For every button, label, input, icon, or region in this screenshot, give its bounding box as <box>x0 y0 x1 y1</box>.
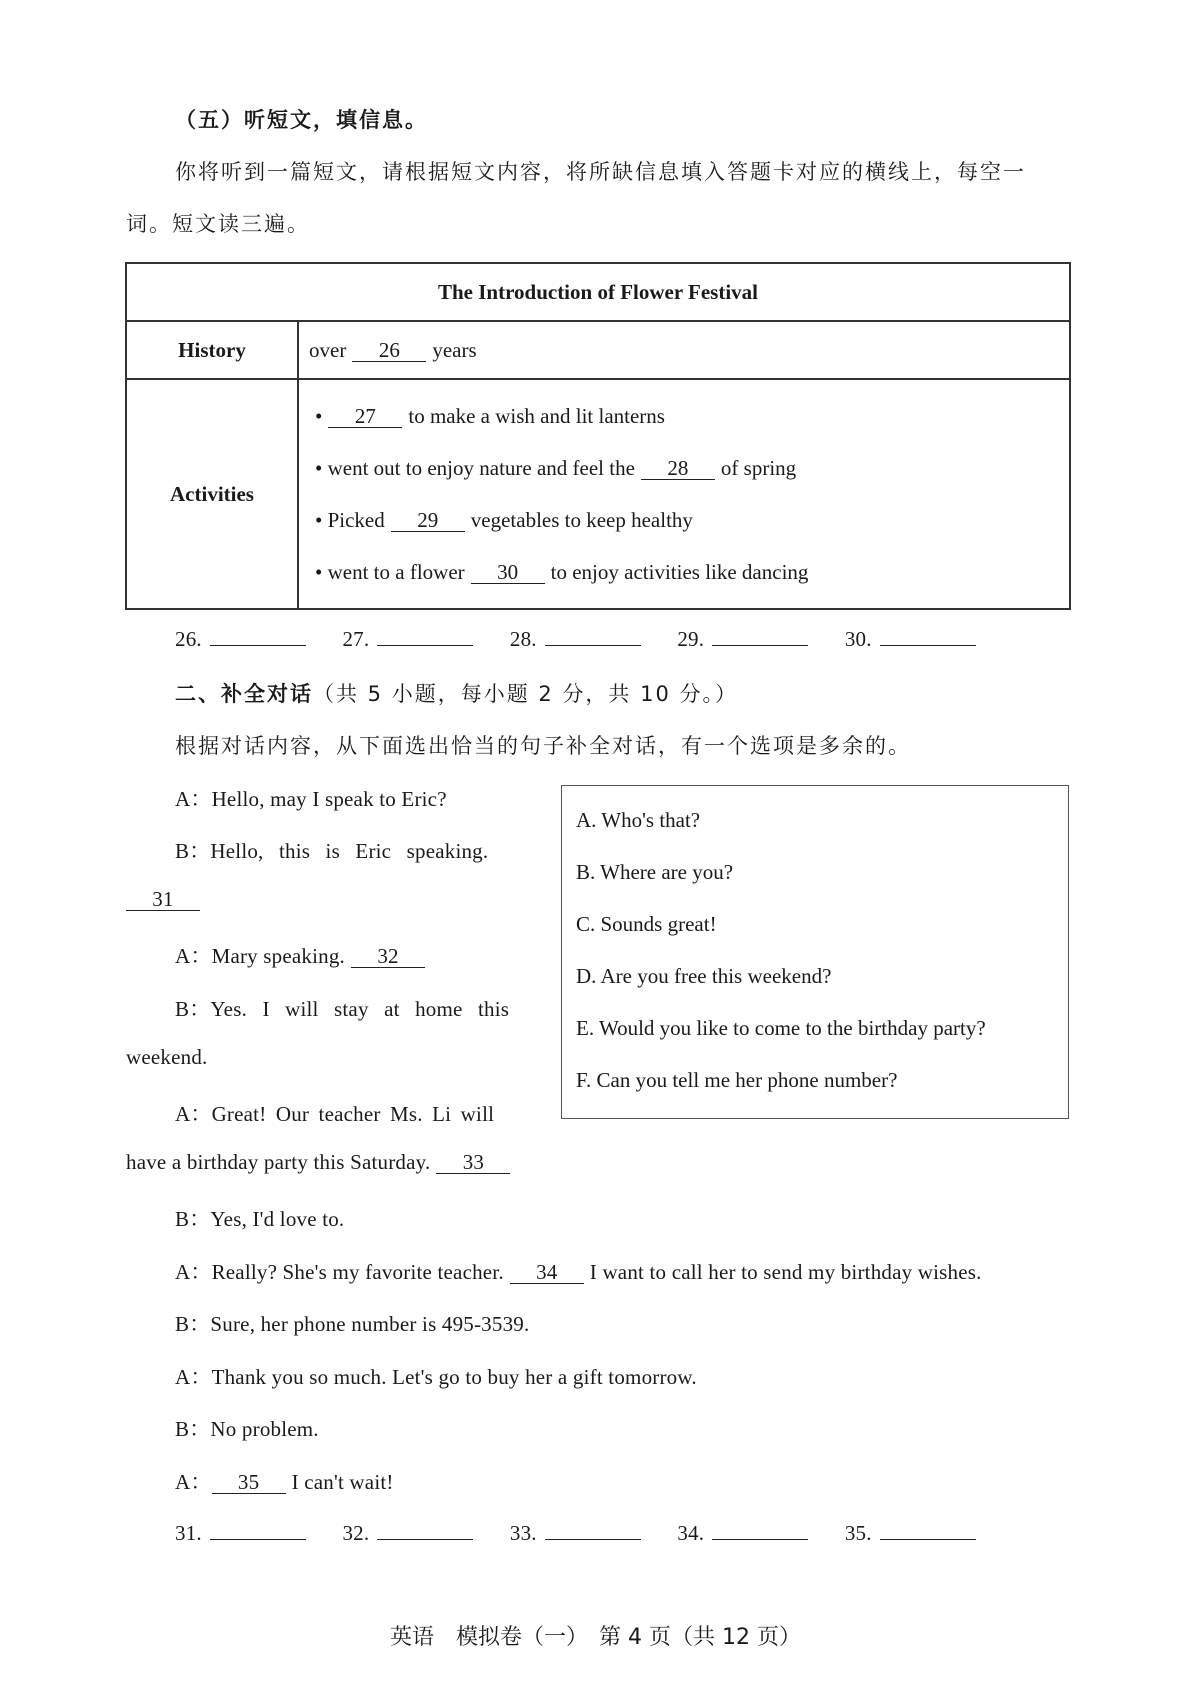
answer-slot[interactable]: 35. <box>845 1519 1007 1546</box>
dialogue-line: A：Hello, may I speak to Eric? <box>175 787 447 811</box>
history-value: over 26 years <box>298 321 1070 379</box>
dialogue-line: A：Thank you so much. Let's go to buy her a gift tomorrow. <box>175 1365 697 1389</box>
blank-30: 30 <box>471 561 545 584</box>
blank-26: 26 <box>352 339 426 362</box>
page-footer: 英语 模拟卷（一） 第 4 页（共 12 页） <box>390 1625 801 1650</box>
section5-heading: （五）听短文，填信息。 <box>175 108 428 132</box>
activity-item: • went out to enjoy nature and feel the 28 of spring <box>315 456 797 480</box>
dialogue-line: B：Yes. I will stay at home this <box>175 997 510 1021</box>
blank-35: 35 <box>212 1471 286 1494</box>
section2-instruction: 根据对话内容，从下面选出恰当的句子补全对话，有一个选项是多余的。 <box>175 734 911 758</box>
blank-29: 29 <box>391 509 465 532</box>
option-c: C. Sounds great! <box>576 912 717 936</box>
blank-32: 32 <box>351 945 425 968</box>
dialogue-line: A：Great! Our teacher Ms. Li will <box>175 1102 495 1126</box>
option-d: D. Are you free this weekend? <box>576 964 832 988</box>
section5-instruction-line1: 你将听到一篇短文，请根据短文内容，将所缺信息填入答题卡对应的横线上，每空一 <box>175 160 1026 184</box>
blank-34: 34 <box>510 1261 584 1284</box>
dialogue-line: weekend. <box>126 1045 208 1069</box>
answer-slot[interactable]: 27. <box>342 625 504 652</box>
blank-33: 33 <box>436 1151 510 1174</box>
answer-slot[interactable]: 30. <box>845 625 1007 652</box>
table-title: The Introduction of Flower Festival <box>126 263 1070 321</box>
history-label: History <box>126 321 298 379</box>
blank-31: 31 <box>126 888 200 911</box>
activity-item: • 27 to make a wish and lit lanterns <box>315 404 665 428</box>
dialogue-line: A： 35 I can't wait! <box>175 1470 394 1494</box>
dialogue-line: B：Sure, her phone number is 495-3539. <box>175 1312 530 1336</box>
activity-item: • Picked 29 vegetables to keep healthy <box>315 508 693 532</box>
answer-slot[interactable]: 34. <box>677 1519 839 1546</box>
dialogue-line: A：Really? She's my favorite teacher. 34 I want to call her to send my birthday wishes. <box>175 1260 982 1284</box>
options-box <box>561 785 1069 1119</box>
option-f: F. Can you tell me her phone number? <box>576 1068 898 1092</box>
blank-27: 27 <box>328 405 402 428</box>
activities-list <box>298 379 1070 609</box>
activity-item: • went to a flower 30 to enjoy activities like dancing <box>315 560 809 584</box>
option-e: E. Would you like to come to the birthday party? <box>576 1016 986 1040</box>
answer-slot[interactable]: 31. <box>175 1519 337 1546</box>
dialogue-line: B：Hello, this is Eric speaking. <box>175 839 489 863</box>
dialogue-blank-line <box>126 887 206 912</box>
answer-slot[interactable]: 32. <box>342 1519 504 1546</box>
dialogue-line: have a birthday party this Saturday. 33 <box>126 1150 516 1175</box>
option-b: B. Where are you? <box>576 860 734 884</box>
section2-heading: 二、补全对话（共 5 小题，每小题 2 分，共 10 分。） <box>175 682 738 706</box>
answer-slot[interactable]: 29. <box>677 625 839 652</box>
dialogue-line: B：No problem. <box>175 1417 319 1441</box>
section5-instruction-line2: 词。短文读三遍。 <box>126 212 310 236</box>
answer-slot[interactable]: 33. <box>510 1519 672 1546</box>
flower-festival-table <box>125 262 1071 610</box>
dialogue-line: B：Yes, I'd love to. <box>175 1207 345 1231</box>
answer-slot[interactable]: 26. <box>175 625 337 652</box>
answer-slot[interactable]: 28. <box>510 625 672 652</box>
blank-28: 28 <box>641 457 715 480</box>
dialogue-line: A：Mary speaking. 32 <box>175 940 431 970</box>
activities-label: Activities <box>126 379 298 609</box>
answer-row-31-35 <box>175 1519 1007 1546</box>
option-a: A. Who's that? <box>576 808 701 832</box>
answer-row-26-30 <box>175 625 1007 652</box>
